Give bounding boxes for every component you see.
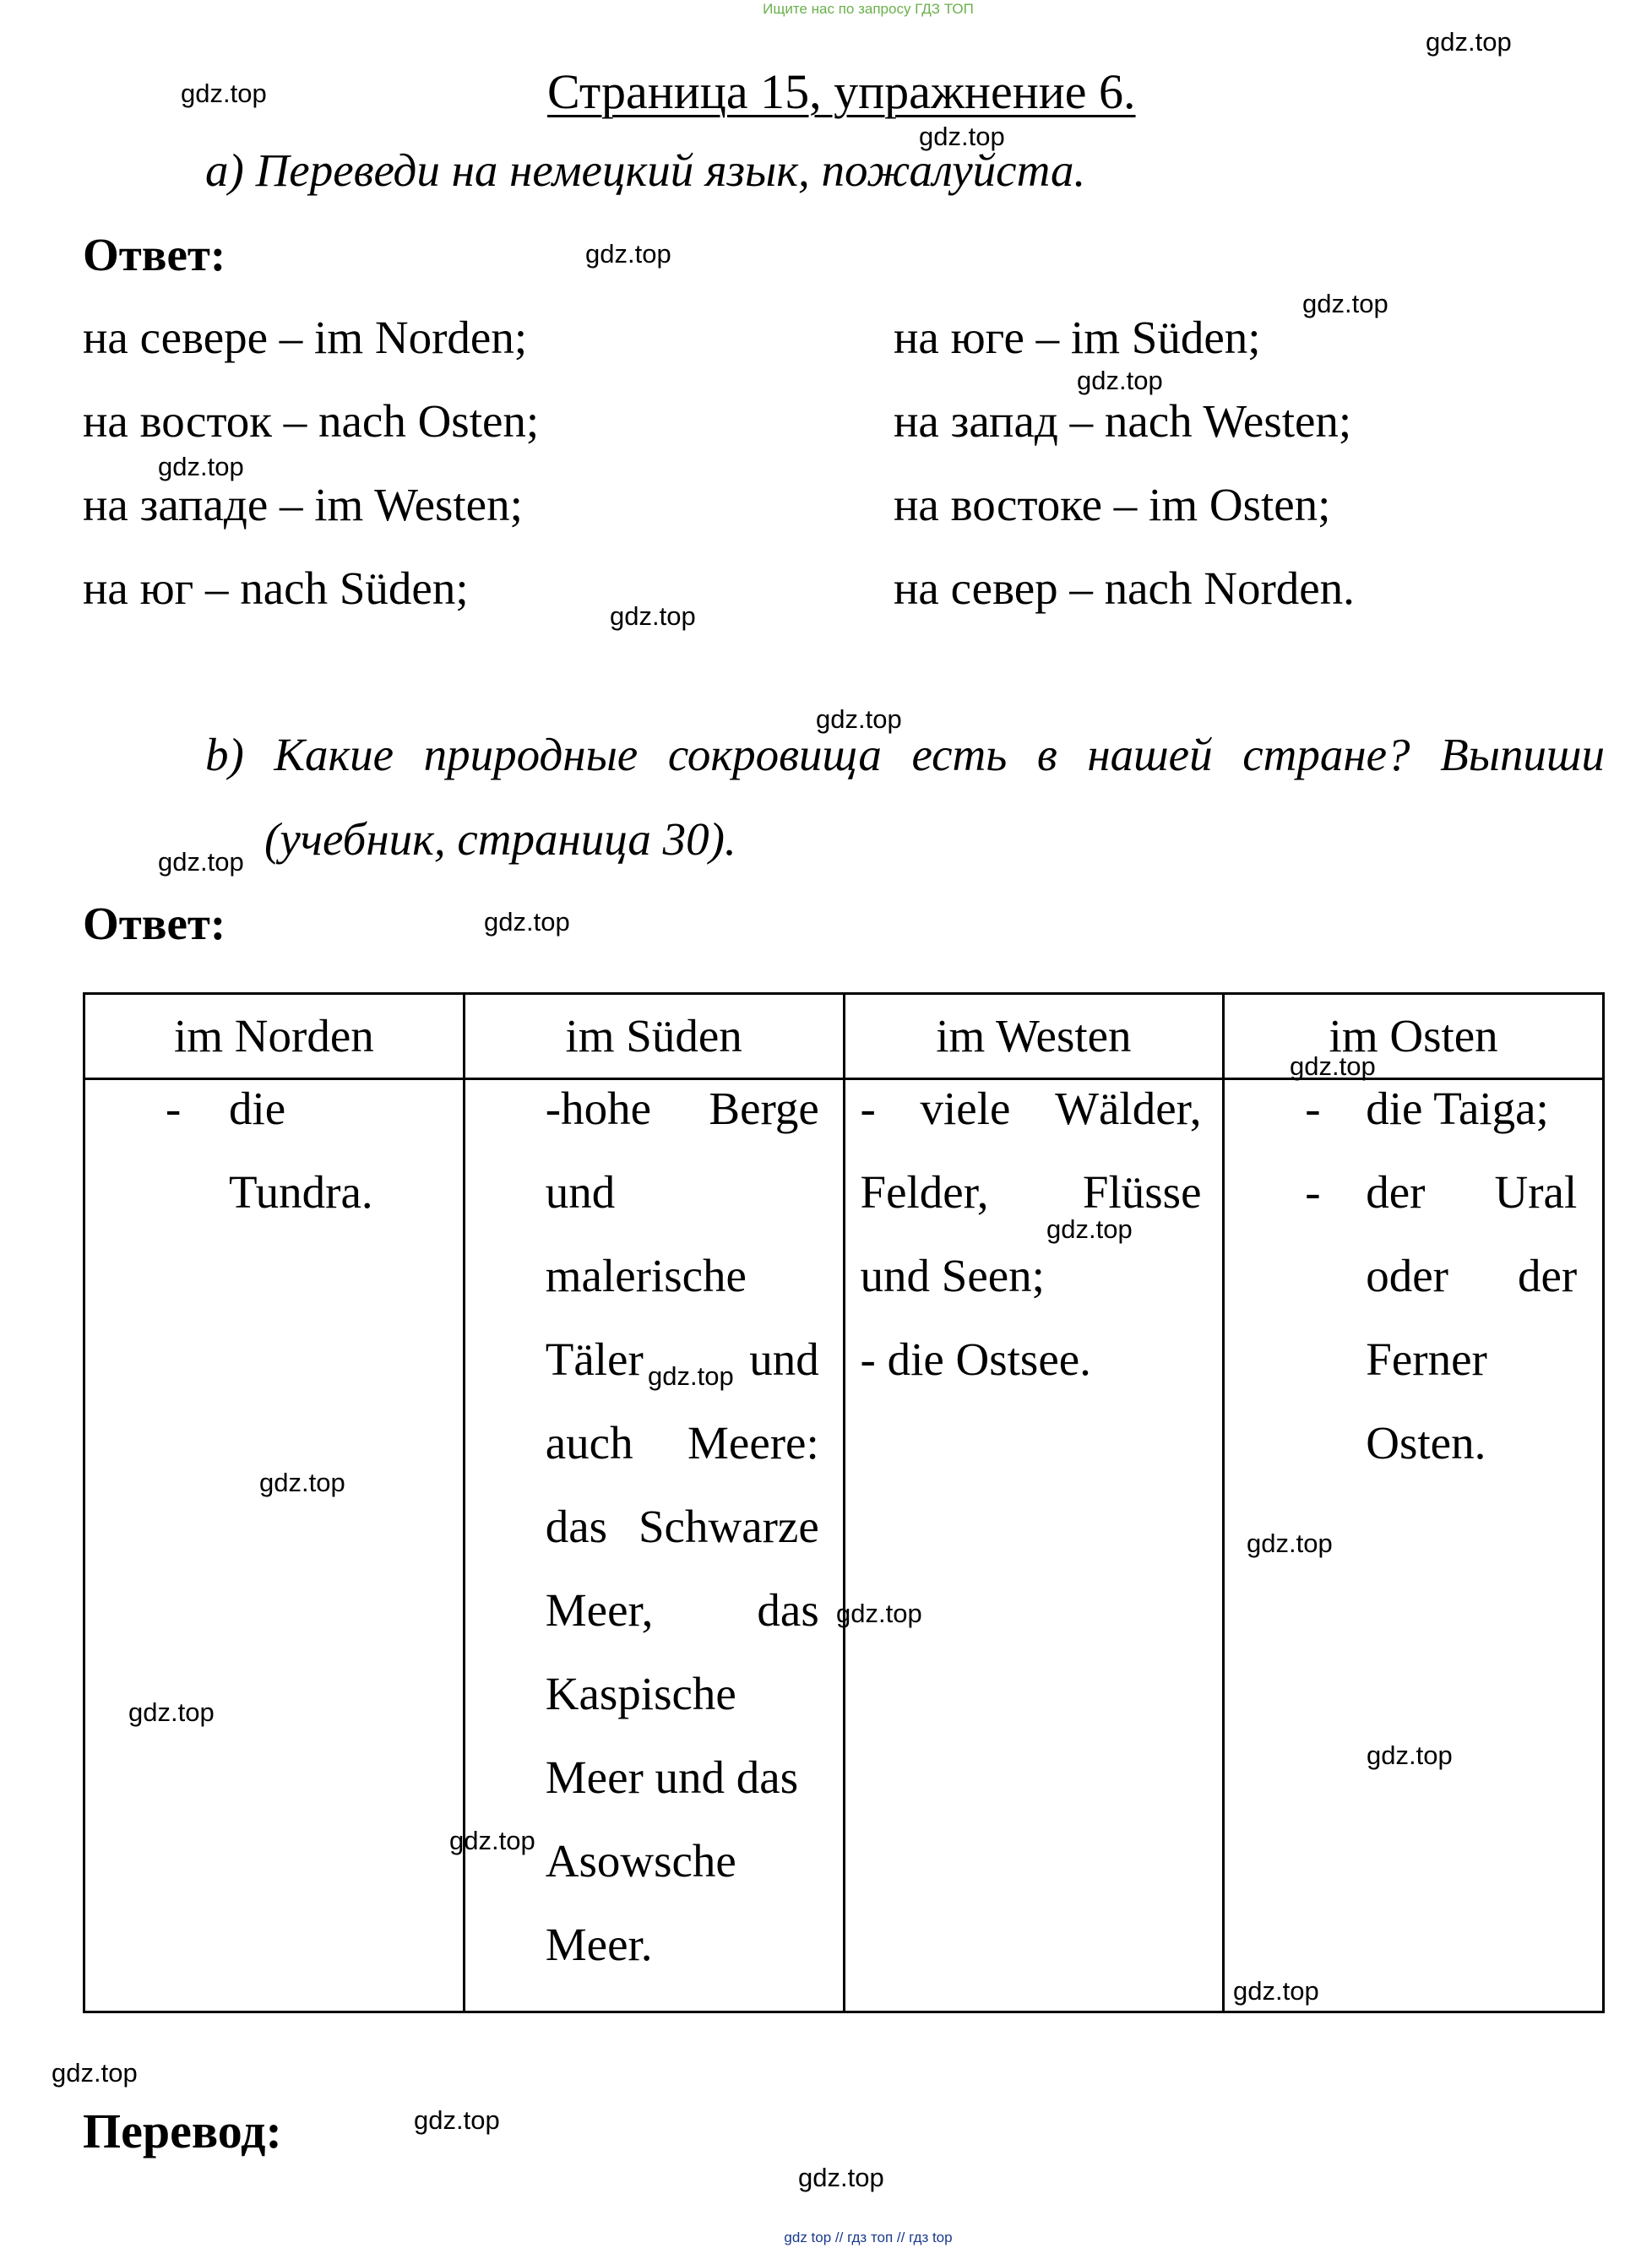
watermark: gdz.top [1426,27,1512,57]
translation-right-2: на запад – nach Westen; [894,395,1352,447]
watermark: gdz.top [1302,289,1388,318]
watermark: gdz.top [52,2058,138,2088]
south-line-9: Meer und das [545,1751,799,1803]
east-line-2: der Ural [1366,1166,1578,1218]
watermark: gdz.top [798,2163,884,2192]
south-line-7: Meer, das [545,1584,819,1636]
south-line-10: Asowsche [545,1835,736,1887]
header-west: im Westen [844,994,1224,1079]
table-body-row [84,1079,1604,2012]
east-dash-1: - [1305,1083,1321,1134]
north-line-1: die [229,1083,286,1134]
cell-north [84,1079,465,2012]
west-line-2: Felder, Flüsse [860,1166,1202,1218]
watermark: gdz.top [610,601,696,631]
watermark: gdz.top [158,452,244,481]
translation-right-1: на юге – im Süden; [894,312,1261,363]
south-line-2: und [545,1166,616,1218]
cell-south [464,1079,844,2012]
south-line-4: Täler und [545,1333,819,1385]
watermark: gdz.top [259,1468,345,1497]
translation-left-1: на севере – im Norden; [83,312,528,363]
watermark: gdz.top [816,704,902,734]
answer-label-a: Ответ: [83,229,226,280]
watermark: gdz.top [414,2105,500,2135]
north-line-2: Tundra. [229,1166,373,1218]
watermark: gdz.top [1077,366,1163,395]
west-line-3: und Seen; [860,1250,1045,1301]
watermark: gdz.top [1367,1740,1453,1770]
south-line-8: Kaspische [545,1668,736,1719]
east-line-3: oder der [1366,1250,1578,1301]
page-title: Страница 15, упражнение 6. [547,64,1136,119]
bottom-promo-note: gdz top // гдз топ // гдз top [784,2229,953,2245]
east-line-1: die Taiga; [1366,1083,1549,1134]
south-line-5: auch Meere: [545,1417,819,1469]
west-line-1: - viele Wälder, [860,1083,1202,1134]
translation-label: Перевод: [83,2104,282,2158]
east-line-5: Osten. [1366,1417,1486,1469]
header-east: im Osten [1224,994,1604,1079]
watermark: gdz.top [919,122,1005,151]
task-b-heading-line1: b) Какие природные сокровища есть в нашей стране? Выпиши [205,729,1605,780]
task-b-heading-line2: (учебник, страница 30). [264,813,736,865]
east-line-4: Ferner [1366,1333,1487,1385]
translation-left-3: на западе – im Westen; [83,479,523,530]
answer-label-b: Ответ: [83,898,226,949]
watermark: gdz.top [585,239,671,269]
east-dash-2: - [1305,1166,1321,1218]
translation-right-3: на востоке – im Osten; [894,479,1331,530]
watermark: gdz.top [1290,1051,1376,1081]
watermark: gdz.top [836,1599,922,1628]
south-line-6: das Schwarze [545,1501,819,1552]
watermark: gdz.top [449,1826,535,1855]
south-line-1: -hohe Berge [545,1083,819,1134]
translation-left-2: на восток – nach Osten; [83,395,540,447]
south-line-11: Meer. [545,1919,653,1970]
cell-west [844,1079,1224,2012]
watermark: gdz.top [1247,1529,1333,1558]
watermark: gdz.top [1233,1976,1319,2006]
watermark: gdz.top [484,907,570,937]
south-line-3: malerische [545,1250,747,1301]
header-south: im Süden [464,994,844,1079]
watermark: gdz.top [181,79,267,108]
watermark: gdz.top [128,1697,215,1727]
task-a-heading: а) Переведи на немецкий язык, пожалуйста. [205,144,1086,196]
translation-left-4: на юг – nach Süden; [83,562,469,614]
top-promo-note: Ищите нас по запросу ГДЗ ТОП [763,1,974,17]
north-dash: - [166,1083,182,1134]
header-north: im Norden [84,994,465,1079]
watermark: gdz.top [648,1361,734,1391]
west-line-4: - die Ostsee. [860,1333,1091,1385]
watermark: gdz.top [158,847,244,877]
translation-right-4: на север – nach Norden. [894,562,1355,614]
natural-treasures-table [83,992,1605,2013]
watermark: gdz.top [1046,1214,1133,1244]
